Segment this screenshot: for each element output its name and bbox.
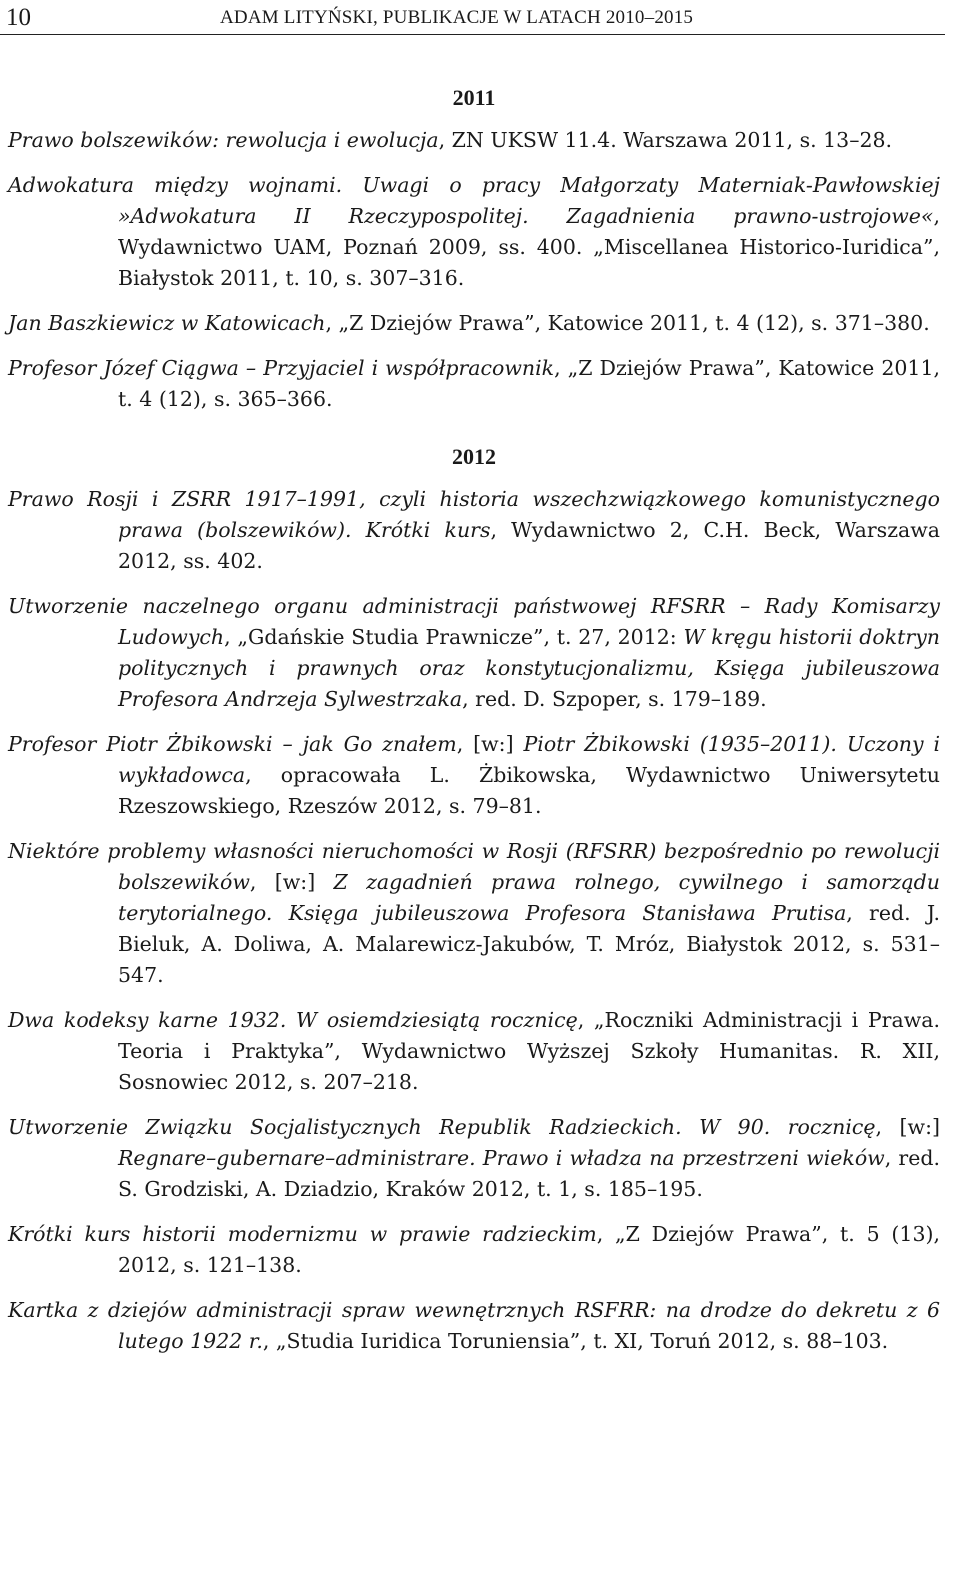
bibliography-entry: Utworzenie naczelnego organu administracji państwowej RFSRR – Rady Komisarzy Ludowych, „Gdańskie Studia Prawnicze”, t. 27, 2012: W kręgu historii doktryn politycznych i prawnych oraz konstytucjonalizmu, Księga jubileuszowa Profesora Andrzeja Sylwestrzaka, red. D. Szpoper, s. 179–189. (8, 594, 940, 711)
bibliography (8, 82, 940, 1371)
bibliography-entry: Niektóre problemy własności nieruchomości w Rosji (RFSRR) bezpośrednio po rewolucji bolszewików, [w:] Z zagadnień prawa rolnego, cywilnego i samorządu terytorialnego. Księga jubileuszowa Profesora Stanisława Prutisa, red. J. Bieluk, A. Doliwa, A. Malarewicz-Jakubów, T. Mróz, Białystok 2012, s. 531–547. (8, 839, 940, 987)
bibliography-entry: Prawo bolszewików: rewolucja i ewolucja, ZN UKSW 11.4. Warszawa 2011, s. 13–28. (8, 128, 893, 152)
bibliography-entry: Kartka z dziejów administracji spraw wewnętrznych RSFRR: na drodze do dekretu z 6 lutego 1922 r., „Studia Iuridica Toruniensia”, t. XI, Toruń 2012, s. 88–103. (8, 1298, 940, 1353)
year-heading-2012: 2012 (452, 444, 496, 469)
bibliography-entry: Profesor Piotr Żbikowski – jak Go znałem, [w:] Piotr Żbikowski (1935–2011). Uczony i wykładowca, opracowała L. Żbikowska, Wydawnictwo Uniwersytetu Rzeszowskiego, Rzeszów 2012, s. 79–81. (8, 732, 940, 818)
bibliography-entry: Profesor Józef Ciągwa – Przyjaciel i współpracownik, „Z Dziejów Prawa”, Katowice 2011, t. 4 (12), s. 365–366. (8, 356, 941, 411)
bibliography-entry: Adwokatura między wojnami. Uwagi o pracy Małgorzaty Materniak-Pawłowskiej »Adwokatura II Rzeczypospolitej. Zagadnienia prawno-ustrojowe«, Wydawnictwo UAM, Poznań 2009, ss. 400. „Miscellanea Historico-Iuridica”, Białystok 2011, t. 10, s. 307–316. (8, 173, 940, 290)
bibliography-entry: Prawo Rosji i ZSRR 1917–1991, czyli historia wszechzwiązkowego komunistycznego prawa (bolszewików). Krótki kurs, Wydawnictwo 2, C.H. Beck, Warszawa 2012, ss. 402. (8, 487, 940, 573)
bibliography-entry: Dwa kodeksy karne 1932. W osiemdziesiątą rocznicę, „Roczniki Administracji i Prawa. Teoria i Praktyka”, Wydawnictwo Wyższej Szkoły Humanitas. R. XII, Sosnowiec 2012, s. 207–218. (8, 1008, 940, 1094)
page-header (0, 0, 945, 35)
bibliography-entry: Krótki kurs historii modernizmu w prawie radzieckim, „Z Dziejów Prawa”, t. 5 (13), 2012, s. 121–138. (8, 1222, 941, 1277)
bibliography-entry: Jan Baszkiewicz w Katowicach, „Z Dziejów Prawa”, Katowice 2011, t. 4 (12), s. 371–380. (8, 311, 930, 335)
running-title: ADAM LITYŃSKI, PUBLIKACJE W LATACH 2010–2015 (220, 7, 694, 28)
page-number: 10 (6, 4, 31, 31)
year-heading-2011: 2011 (452, 85, 496, 110)
bibliography-entry: Utworzenie Związku Socjalistycznych Republik Radzieckich. W 90. rocznicę, [w:] Regnare–gubernare–administrare. Prawo i władza na przestrzeni wieków, red. S. Grodziski, A. Dziadzio, Kraków 2012, t. 1, s. 185–195. (8, 1115, 941, 1201)
